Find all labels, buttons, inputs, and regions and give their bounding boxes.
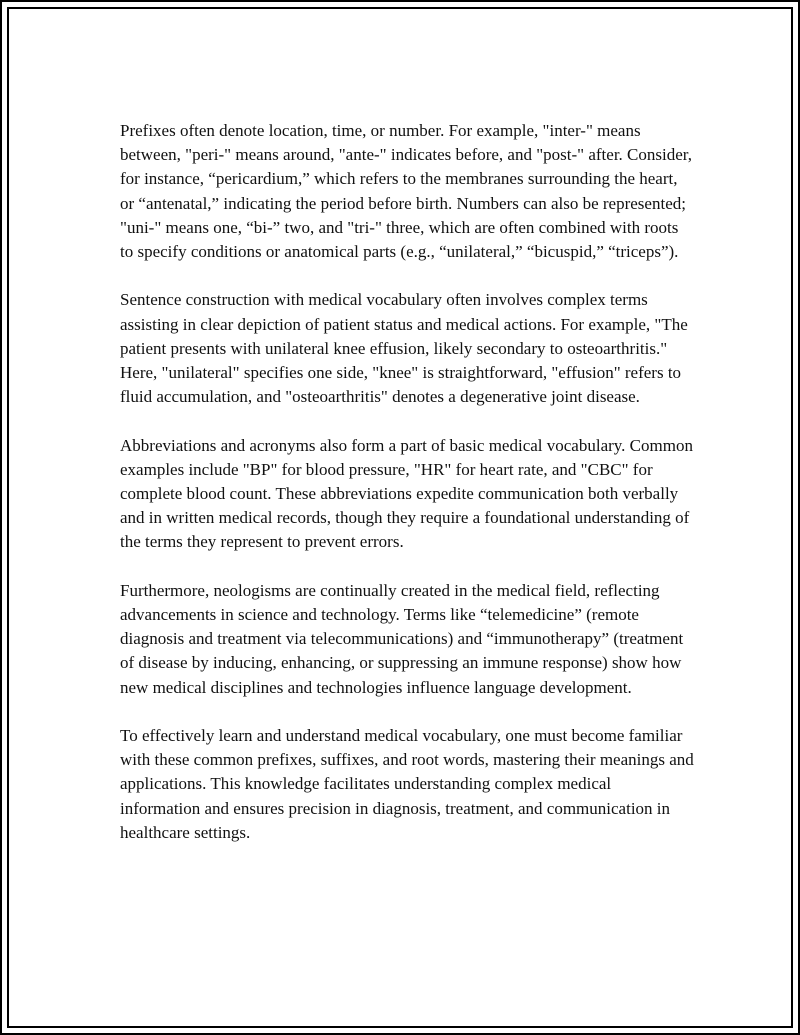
paragraph-sentence-construction: Sentence construction with medical vocabulary often involves complex terms assisting in clear depiction of patient status and medical actions. For example, "The patient presents with unilateral knee effusion, likely secondary to osteoarthritis." Here, "unilateral" specifies one side, "knee" is straightforward, "effusion" refers to fluid accumulation, and "osteoarthritis" denotes a degenerative joint disease. — [120, 290, 688, 407]
paragraph-conclusion: To effectively learn and understand medical vocabulary, one must become familiar with these common prefixes, suffixes, and root words, mastering their meanings and applications. This knowledge facilitates understanding complex medical information and ensures precision in diagnosis, treatment, and communication in healthcare settings. — [120, 726, 694, 842]
document-body — [120, 119, 695, 869]
paragraph-prefixes: Prefixes often denote location, time, or number. For example, "inter-" means between, "peri-" means around, "ante-" indicates before, and "post-" after. Consider, for instance, “pericardium,” which refers to the membranes surrounding the heart, or “antenatal,” indicating the period before birth. Numbers can also be represented; "uni-" means one, “bi-” two, and "tri-" three, which are often combined with roots to specify conditions or anatomical parts (e.g., “unilateral,” “bicuspid,” “triceps”). — [120, 121, 693, 262]
paragraph-neologisms: Furthermore, neologisms are continually created in the medical field, reflecting advancements in science and technology. Terms like “telemedicine” (remote diagnosis and treatment via telecommunications) and “immunotherapy” (treatment of disease by inducing, enhancing, or suppressing an immune response) show how new medical disciplines and technologies influence language development. — [120, 580, 684, 697]
paragraph-abbreviations: Abbreviations and acronyms also form a part of basic medical vocabulary. Common examples include "BP" for blood pressure, "HR" for heart rate, and "CBC" for complete blood count. These abbreviations expedite communication both verbally and in written medical records, though they require a foundational understanding of the terms they represent to prevent errors. — [120, 435, 693, 552]
